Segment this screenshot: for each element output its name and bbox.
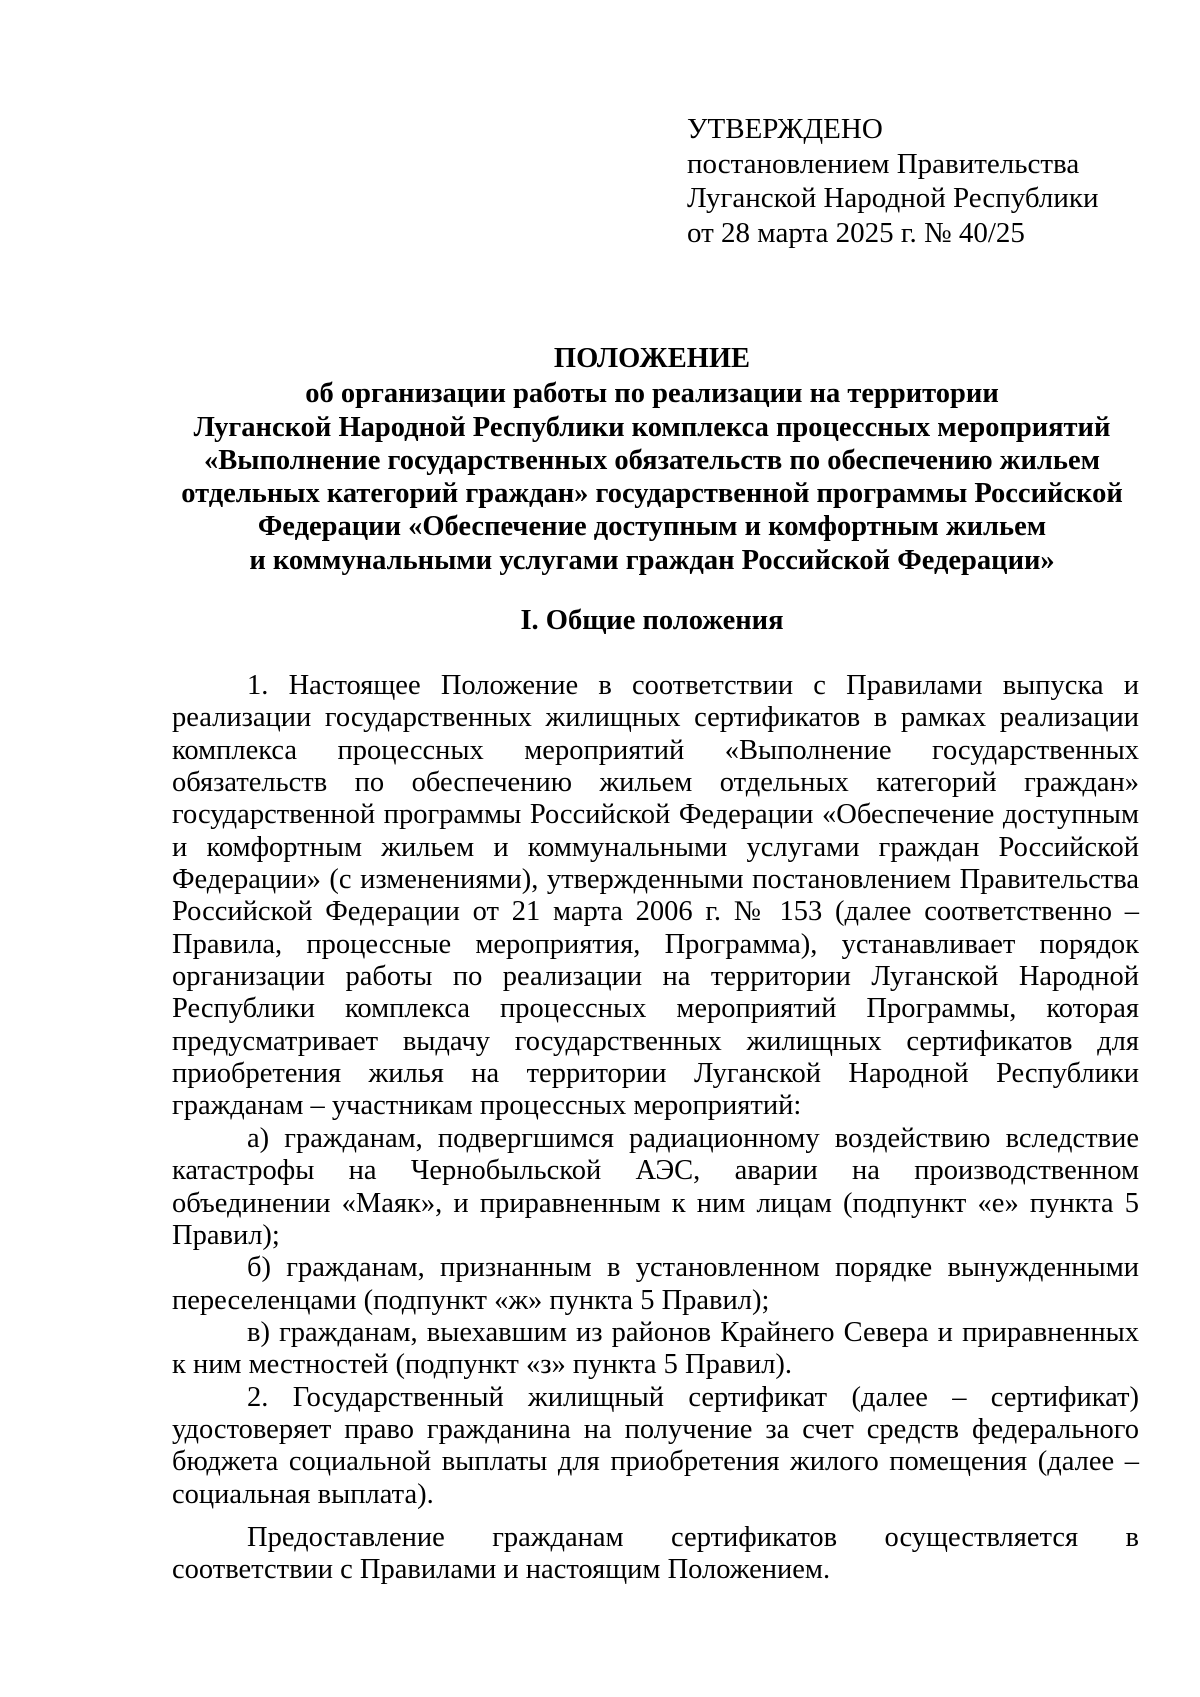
paragraph: а) гражданам, подвергшимся радиационному воздействию вследствие катастрофы на Чернобыльской АЭС, аварии на производственном объединении «Маяк», и приравненным к ним лицам (подпункт «е» пункта 5 Правил); [172,1122,1139,1251]
approval-stamp [687,112,1147,250]
subtitle-line: об организации работы по реализации на территории [305,378,999,410]
approval-date: от 28 марта 2025 г. № 40/25 [687,216,1025,249]
paragraph: Предоставление гражданам сертификатов осуществляется в соответствии с Правилами и настоящим Положением. [172,1521,1139,1586]
document-subtitle [172,377,1132,577]
paragraph: б) гражданам, признанным в установленном порядке вынужденными переселенцами (подпункт «ж» пункта 5 Правил); [172,1252,1139,1316]
document-heading [172,342,1132,577]
subtitle-line: Луганской Народной Республики комплекса процессных мероприятий [193,411,1111,443]
subtitle-line: и коммунальными услугами граждан Российской Федерации» [249,544,1055,576]
paragraph: 1. Настоящее Положение в соответствии с Правилами выпуска и реализации государственных жилищных сертификатов в рамках реализации комплекса процессных мероприятий «Выполнение государственных обязательств по обеспечению жильем отдельных категорий граждан» государственной программы Российской Федерации «Обеспечение доступным и комфортным жильем и коммунальными услугами граждан Российской Федерации» (с изменениями), утвержденными постановлением Правительства Российской Федерации от 21 марта 2006 г. № 153 (далее соответственно – Правила, процессные мероприятия, Программа), устанавливает порядок организации работы по реализации на территории Луганской Народной Республики комплекса процессных мероприятий Программы, которая предусматривает выдачу государственных жилищных сертификатов для приобретения жилья на территории Луганской Народной Республики гражданам – участникам процессных мероприятий: [172,670,1139,1122]
approval-title: УТВЕРЖДЕНО [687,113,883,145]
paragraph: 2. Государственный жилищный сертификат (далее – сертификат) удостоверяет право гражданина на получение за счет средств федерального бюджета социальной выплаты для приобретения жилого помещения (далее – социальная выплата). [172,1381,1139,1510]
approval-line: Луганской Народной Республики [687,182,1099,214]
approval-line: постановлением Правительства [687,147,1080,180]
subtitle-line: «Выполнение государственных обязательств по обеспечению жильем [203,444,1101,476]
document-title: ПОЛОЖЕНИЕ [553,343,751,374]
subtitle-line: Федерации «Обеспечение доступным и комфортным жильем [257,511,1047,543]
paragraph: в) гражданам, выехавшим из районов Крайнего Севера и приравненных к ним местностей (подпункт «з» пункта 5 Правил). [172,1316,1139,1381]
document-body [172,670,1139,1587]
subtitle-line: отдельных категорий граждан» государственной программы Российской [181,478,1123,510]
section-title: I. Общие положения [520,605,784,636]
